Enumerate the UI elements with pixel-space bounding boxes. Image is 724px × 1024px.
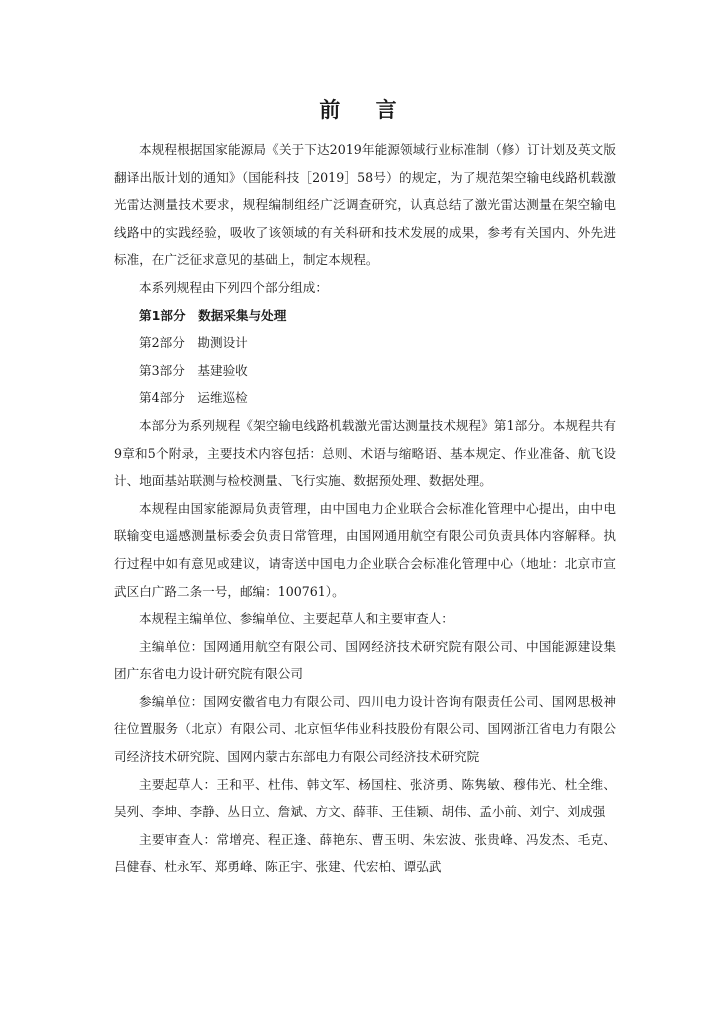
intro-paragraph: 本规程根据国家能源局《关于下达2019年能源领域行业标准制（修）订计划及英文版翻译出版计划的通知》（国能科技［2019］58号）的规定，为了规范架空输电线路机载激光雷达测量技术要求，规程编制组经广泛调查研究，认真总结了激光雷达测量在架空输电线路中的实践经验，吸收了该领域的有关科研和技术发展的成果，参考有关国内、外先进标准，在广泛征求意见的基础上，制定本规程。 bbox=[114, 142, 616, 268]
scope-paragraph: 本部分为系列规程《架空输电线路机载激光雷达测量技术规程》第1部分。本规程共有9章和5个附录，主要技术内容包括：总则、术语与缩略语、基本规定、作业准备、航飞设计、地面基站联测与检校测量、飞行实施、数据预处理、数据处理。 bbox=[114, 417, 616, 489]
chief-editors: 主编单位：国网通用航空有限公司、国网经济技术研究院有限公司、中国能源建设集团广东省电力设计研究院有限公司 bbox=[114, 638, 616, 682]
main-drafters: 主要起草人：王和平、杜伟、韩文军、杨国柱、张济勇、陈隽敏、穆伟光、杜全维、吴列、李坤、李静、丛日立、詹斌、方文、薛菲、王佳颖、胡伟、孟小前、刘宁、刘成强 bbox=[114, 776, 616, 820]
contributors-intro: 本规程主编单位、参编单位、主要起草人和主要审查人： bbox=[139, 611, 454, 627]
page-title: 前 言 bbox=[319, 98, 411, 122]
management-paragraph: 本规程由国家能源局负责管理，由中国电力企业联合会标准化管理中心提出，由中电联输变电遥感测量标委会负责日常管理，由国网通用航空有限公司负责具体内容解释。执行过程中如有意见或建议，请寄送中国电力企业联合会标准化管理中心（地址：北京市宣武区白广路二条一号，邮编：100761）。 bbox=[114, 500, 616, 599]
part-3-item: 第3部分 基建验收 bbox=[139, 362, 248, 378]
main-reviewers: 主要审查人：常增亮、程正逢、薛艳东、曹玉明、朱宏波、张贵峰、冯发杰、毛克、吕健春、杜永军、郑勇峰、陈正宇、张建、代宏柏、谭弘武 bbox=[114, 831, 616, 875]
part-4-item: 第4部分 运维巡检 bbox=[139, 390, 248, 406]
series-intro: 本系列规程由下列四个部分组成： bbox=[139, 279, 328, 295]
part-2-item: 第2部分 勘测设计 bbox=[139, 335, 248, 351]
participating-units: 参编单位：国网安徽省电力有限公司、四川电力设计咨询有限责任公司、国网思极神往位置服务（北京）有限公司、北京恒华伟业科技股份有限公司、国网浙江省电力有限公司经济技术研究院、国网内蒙古东部电力有限公司经济技术研究院 bbox=[114, 693, 616, 765]
part-1-item: 第1部分 数据采集与处理 bbox=[139, 307, 287, 323]
